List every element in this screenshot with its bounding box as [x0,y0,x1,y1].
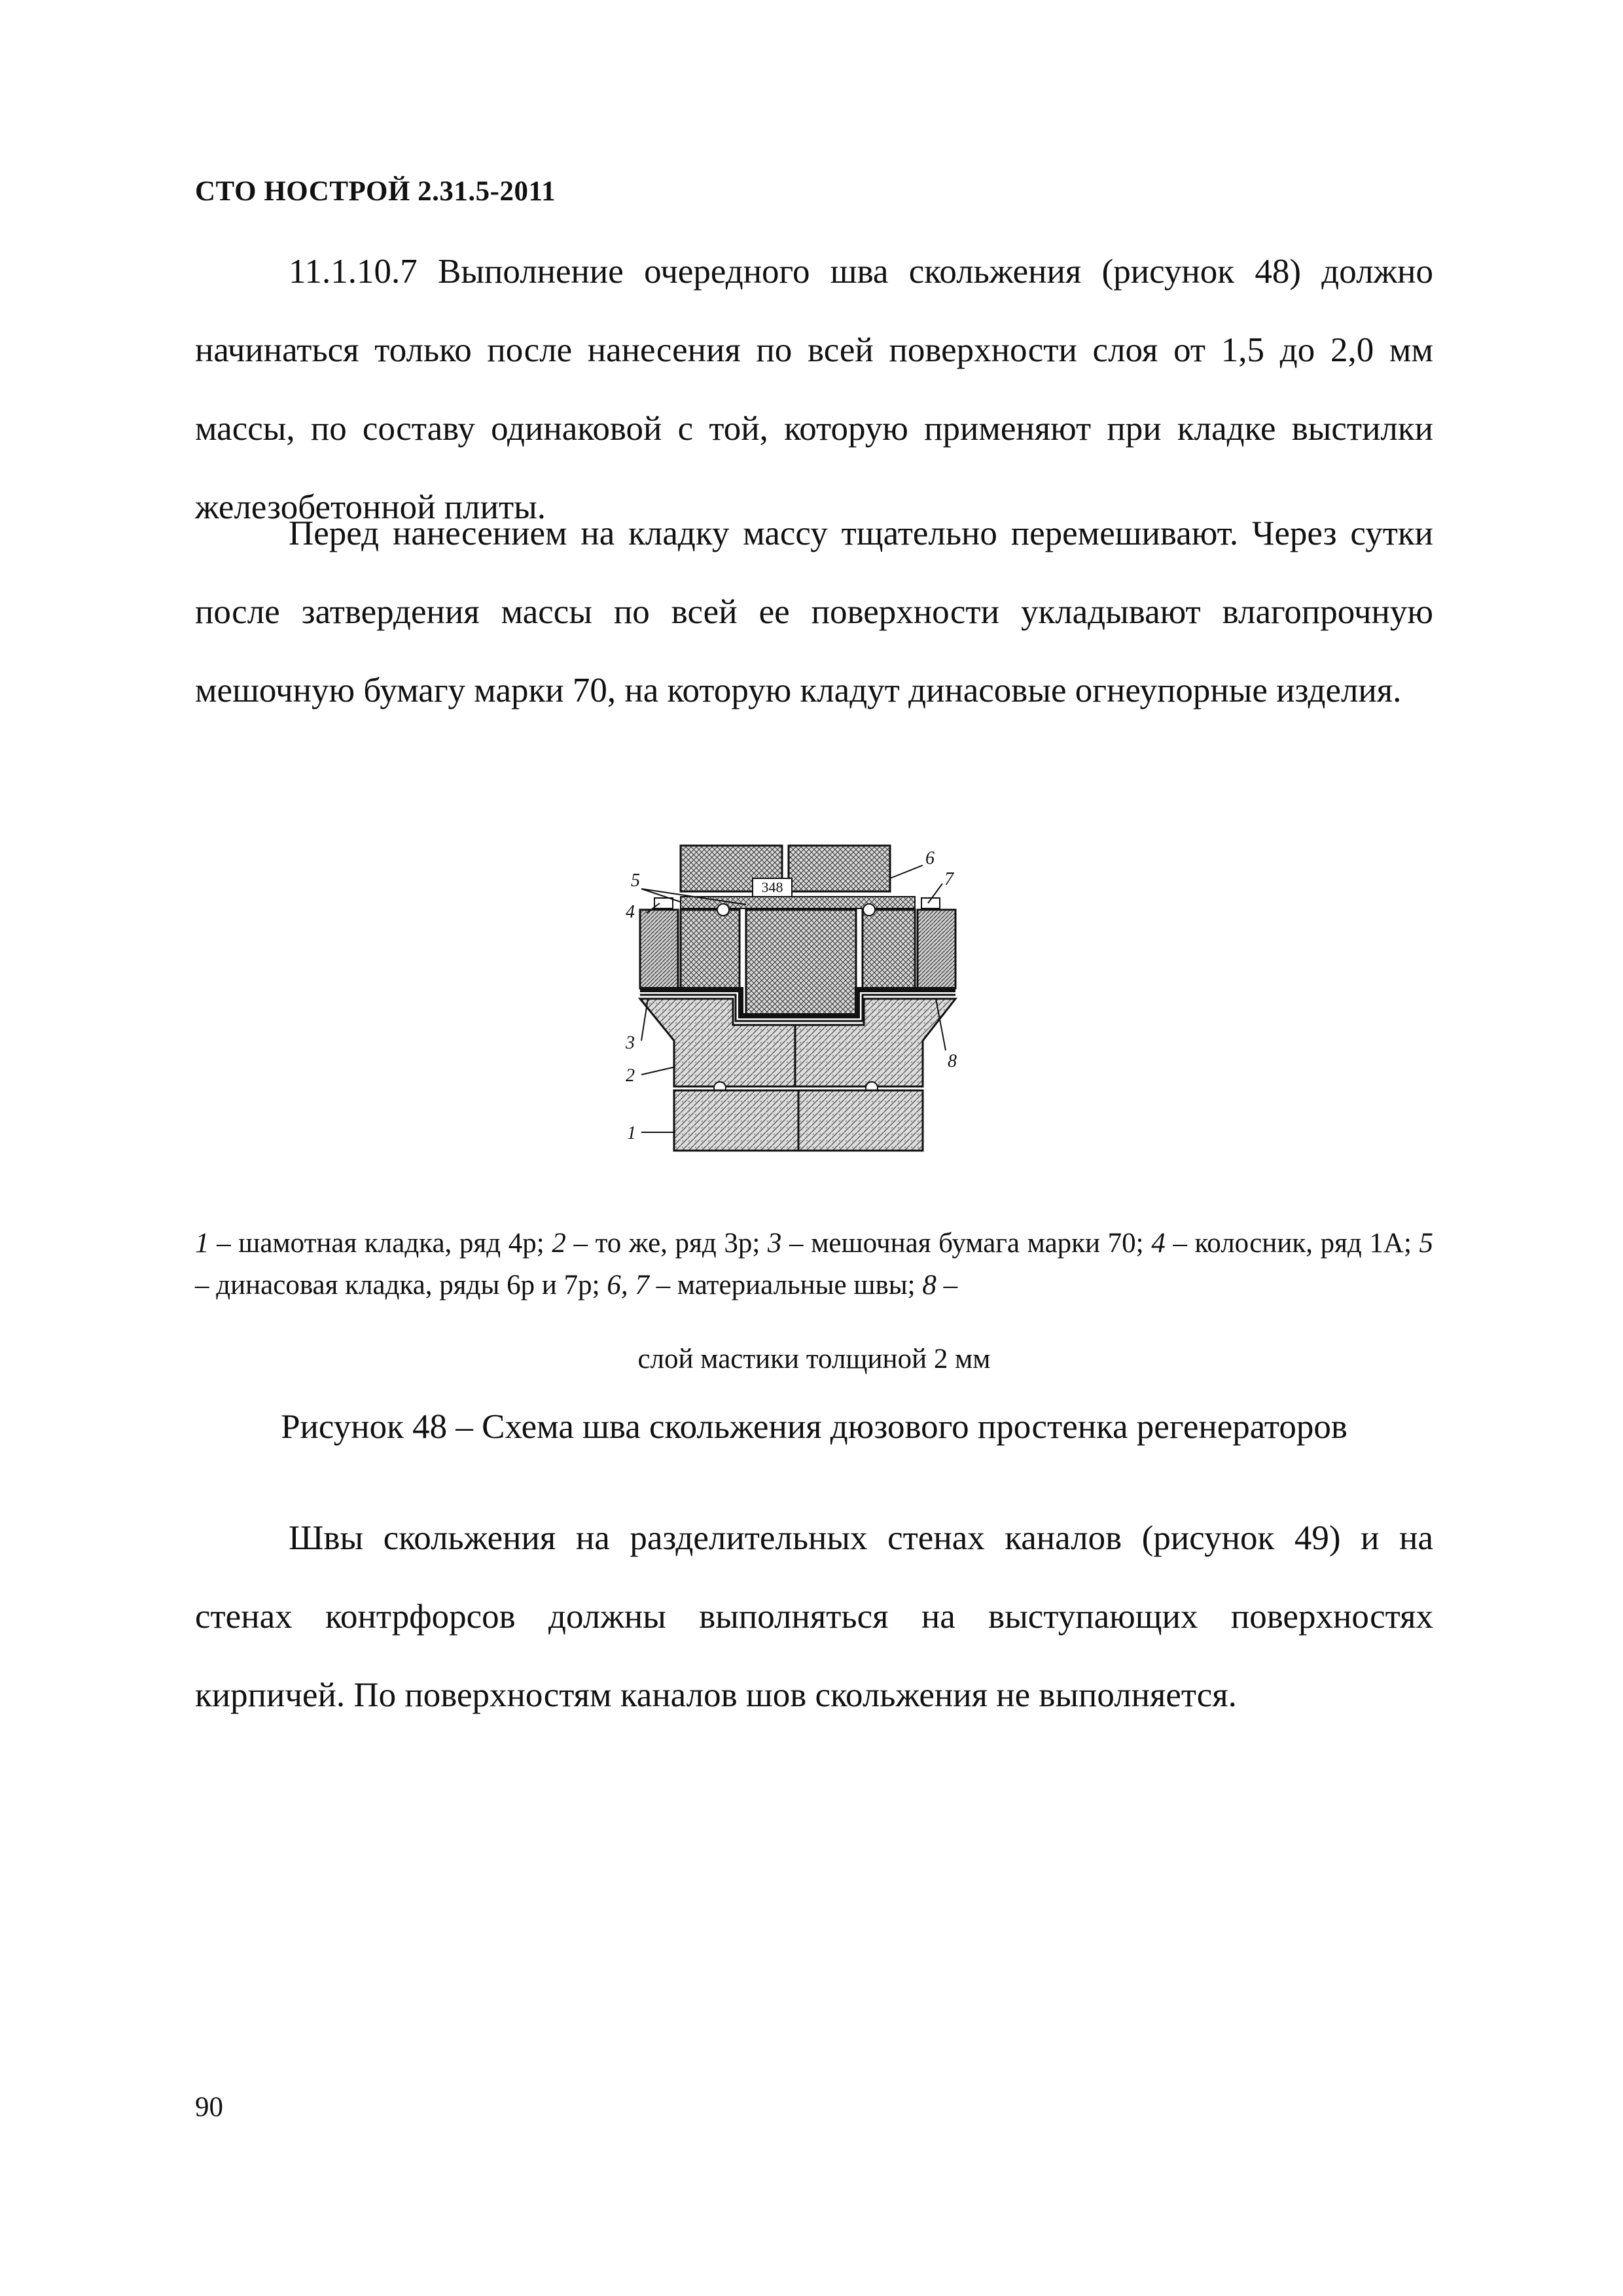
figure-48-diagram [615,844,988,1185]
material-joint-circle [717,904,729,916]
callout-8: 8 [948,1051,957,1071]
callout-5: 5 [631,870,640,891]
material-joint-circle [863,904,875,916]
figure-title: Рисунок 48 – Схема шва скольжения дюзового простенка регенераторов [281,1408,1347,1446]
chamotte-masonry-row-4 [674,1090,923,1151]
sliding-joint-diagram [615,844,988,1185]
callout-2: 2 [626,1066,635,1086]
paragraph-channel-walls: Швы скольжения на разделительных стенах каналов (рисунок 49) и на стенах контрфорсов должны выполняться на выступающих поверхностях кирпичей. По поверхностям каналов шов скольжения не выполняется. [195,1519,1433,1714]
callout-4: 4 [626,902,635,922]
dinas-bricks-row-6 [681,897,915,1014]
callout-1: 1 [627,1123,636,1143]
paragraph-11-1-10-7: 11.1.10.7 Выполнение очередного шва скольжения (рисунок 48) должно начинаться только после нанесения по всей поверхности слоя от 1,5 до 2,0 мм массы, по составу одинаковой с той, которую применяют при кладке выстилки железобетонной плиты. [195,253,1433,526]
document-code-header: СТО НОСТРОЙ 2.31.5-2011 [195,176,556,207]
figure-legend: 1 – шамотная кладка, ряд 4р; 2 – то же, ряд 3р; 3 – мешочная бумага марки 70; 4 – колосник, ряд 1А; 5 – динасовая кладка, ряды 6р и 7р; 6, 7 – материальные швы; 8 – [195,1228,1434,1300]
callout-7: 7 [944,869,954,889]
paragraph-mixing: Перед нанесением на кладку массу тщательно перемешивают. Через сутки после затвердения массы по всей ее поверхности укладывают влагопрочную мешочную бумагу марки 70, на которую кладут динасовые огнеупорные изделия. [195,514,1433,709]
figure-legend-last-line: слой мастики толщиной 2 мм [637,1344,991,1374]
dimension-label: 348 [761,879,783,895]
callout-6: 6 [925,848,935,869]
callout-3: 3 [626,1033,635,1053]
page-number: 90 [195,2092,223,2123]
